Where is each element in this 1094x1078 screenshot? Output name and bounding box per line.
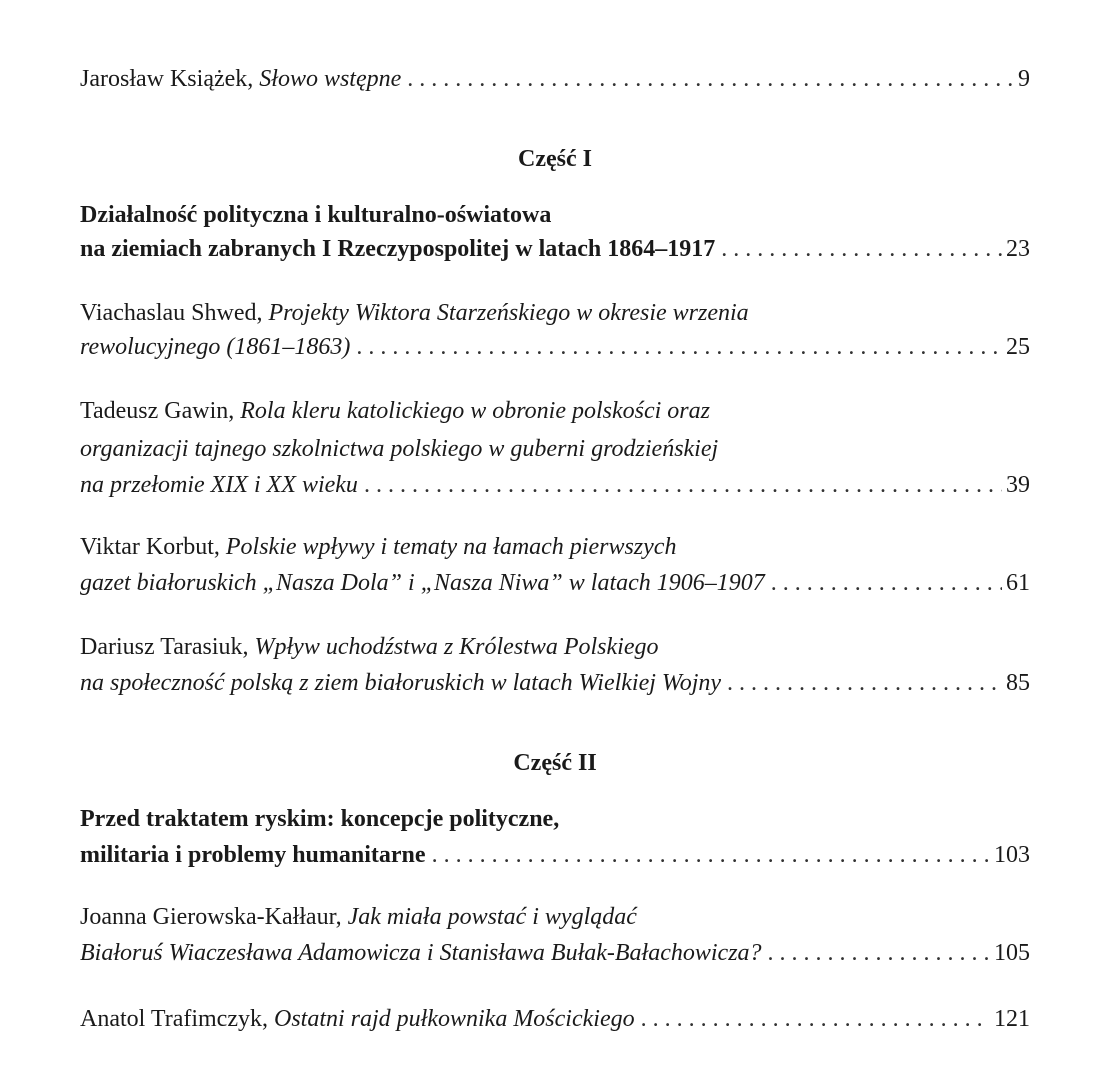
page-number: 105 [994,940,1030,966]
toc-section-entry [80,840,1030,870]
toc-entry-line [80,298,1030,328]
title: rewolucyjnego (1861–1863) [80,334,351,360]
section-title-line: Działalność polityczna i kulturalno-oświatowa [80,202,552,228]
leader-dots [771,568,1002,598]
title: Ostatni rajd pułkownika Mościckiego [273,1006,635,1032]
toc-entry-text [80,1004,635,1034]
section-title-line: militaria i problemy humanitarne [80,842,426,868]
toc-entry [80,668,1030,698]
part-heading: Część II [513,750,597,776]
author: Dariusz Tarasiuk, [80,634,249,660]
leader-dots [721,234,1002,264]
author: Jarosław Książek, [80,66,254,92]
title: na przełomie XIX i XX wieku [80,472,358,498]
page-number: 103 [994,842,1030,868]
title: gazet białoruskich „Nasza Dola” i „Nasza Niwa” w latach 1906–1907 [80,570,765,596]
title: Projekty Wiktora Starzeńskiego w okresie wrzenia [268,300,749,326]
title: na społeczność polską z ziem białoruskich w latach Wielkiej Wojny [80,670,722,696]
toc-entry-text [80,64,401,94]
leader-dots [432,840,990,870]
title: Polskie wpływy i tematy na łamach pierwszych [225,534,677,560]
leader-dots [364,470,1002,500]
toc-entry-line: organizacji tajnego szkolnictwa polskiego w guberni grodzieńskiej [80,436,719,462]
page-number: 61 [1006,570,1030,596]
page-number: 39 [1006,472,1030,498]
table-of-contents [80,0,1030,1078]
leader-dots [727,668,1002,698]
toc-entry [80,568,1030,598]
toc-entry-line [80,902,1030,932]
leader-dots [356,332,1002,362]
section-title-line: Przed traktatem ryskim: koncepcje polityczne, [80,806,560,832]
section-title-line: na ziemiach zabranych I Rzeczypospolitej w latach 1864–1917 [80,236,716,262]
author: Tadeusz Gawin, [80,398,235,424]
toc-entry-line [80,532,1030,562]
title: Słowo wstępne [259,66,402,92]
author: Viktar Korbut, [80,534,220,560]
leader-dots [407,64,1014,94]
leader-dots [768,938,990,968]
page-number: 85 [1006,670,1030,696]
part-heading: Część I [518,146,592,172]
toc-entry [80,470,1030,500]
author: Joanna Gierowska-Kałłaur, [80,904,342,930]
author: Viachaslau Shwed, [80,300,263,326]
page-number: 23 [1006,236,1030,262]
page-number: 25 [1006,334,1030,360]
title: Białoruś Wiaczesława Adamowicza i Stanisława Bułak-Bałachowicza? [80,940,762,966]
leader-dots [641,1004,990,1034]
page-number: 121 [994,1006,1030,1032]
toc-entry-foreword [80,64,1030,94]
title: Wpływ uchodźstwa z Królestwa Polskiego [254,634,659,660]
toc-section-entry [80,234,1030,264]
page-number: 9 [1018,66,1030,92]
toc-entry-line [80,632,1030,662]
title: Jak miała powstać i wyglądać [347,904,637,930]
toc-entry [80,1004,1030,1034]
author: Anatol Trafimczyk, [80,1006,268,1032]
toc-entry [80,938,1030,968]
title: Rola kleru katolickiego w obronie polskości oraz [240,398,710,424]
toc-entry [80,332,1030,362]
toc-entry-line [80,396,1030,426]
